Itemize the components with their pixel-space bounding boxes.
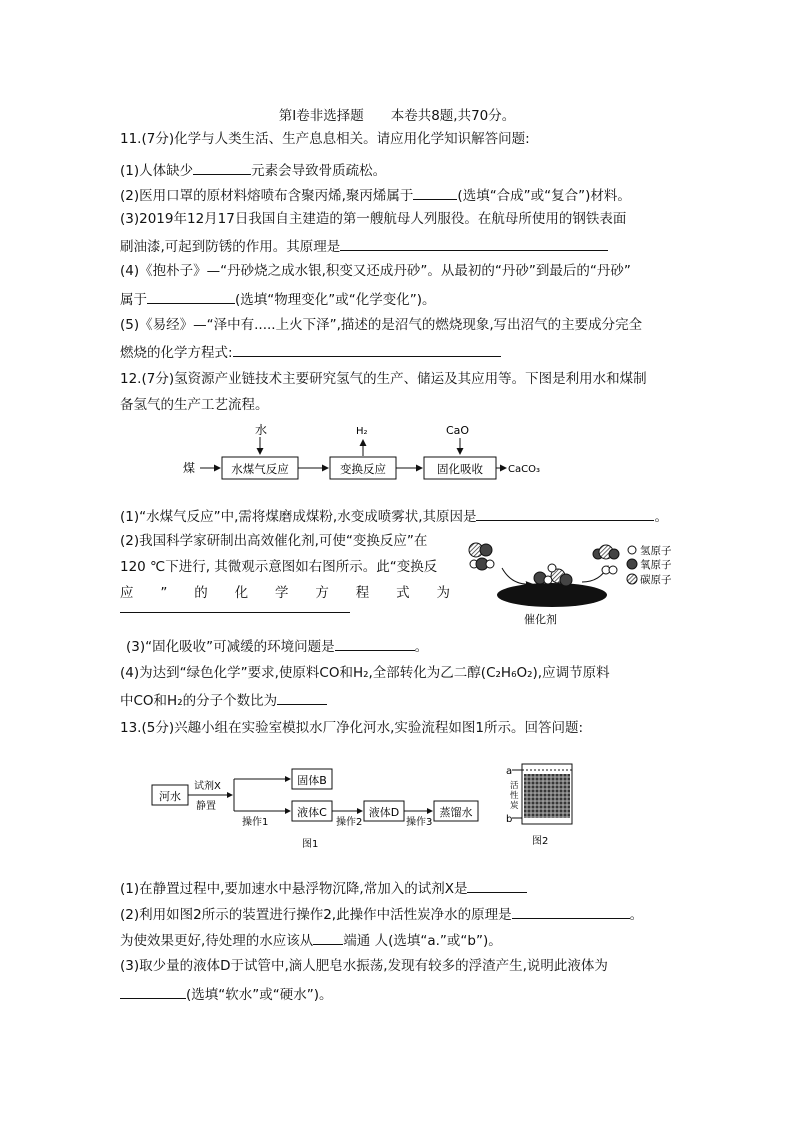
q11-part2: (2)医用口罩的原材料熔喷布含聚丙烯,聚丙烯属于 (选填“合成”或“复合”)材料。 bbox=[120, 185, 631, 205]
answer-blank[interactable] bbox=[193, 160, 251, 175]
svg-text:河水: 河水 bbox=[159, 790, 181, 803]
fig2-label-3: 炭 bbox=[510, 801, 519, 811]
reactant-molecules bbox=[469, 543, 494, 570]
section-title: 第Ⅰ卷非选择题 本卷共8题,共70分。 bbox=[278, 108, 516, 124]
q13-part3-line1: (3)取少量的液体D于试管中,滴人肥皂水振荡,发现有较多的浮渣产生,说明此液体为 bbox=[120, 958, 608, 974]
svg-text:试剂X: 试剂X bbox=[194, 781, 221, 792]
q11-part5-line1: (5)《易经》—“泽中有.....上火下泽”,描述的是沼气的燃烧现象,写出沼气的主要成分完全 bbox=[120, 317, 643, 333]
q11-part4-line2: 属于 (选填“物理变化”或“化学变化”)。 bbox=[120, 289, 436, 309]
hydrogen-atom-icon bbox=[628, 546, 636, 554]
flow-water-label: 水 bbox=[255, 423, 268, 437]
q12-stem-line2: 备氢气的生产工艺流程。 bbox=[120, 397, 269, 413]
q11-stem: 11.(7分)化学与人类生活、生产息息相关。请应用化学知识解答问题: bbox=[120, 131, 530, 147]
q12-part2-line2: 120 ℃下进行, 其微观示意图如右图所示。此“变换反 bbox=[120, 559, 438, 575]
fig2-caption: 图2 bbox=[532, 836, 549, 847]
flow-box3-label: 固化吸收 bbox=[437, 462, 483, 476]
q13-stem: 13.(5分)兴趣小组在实验室模拟水厂净化河水,实验流程如图1所示。回答问题: bbox=[120, 720, 584, 736]
answer-blank[interactable] bbox=[335, 636, 415, 651]
q12-part4-line2: 中CO和H₂的分子个数比为 bbox=[120, 690, 327, 710]
answer-blank[interactable] bbox=[147, 289, 235, 304]
atom-legend bbox=[627, 544, 672, 586]
q13-part3-line2: (选填“软水”或“硬水”)。 bbox=[120, 984, 333, 1004]
catalyst-micro-diagram bbox=[462, 538, 692, 628]
answer-blank[interactable] bbox=[413, 185, 457, 200]
fig2-port-b: b bbox=[506, 814, 513, 825]
flow-box1-label: 水煤气反应 bbox=[231, 462, 289, 476]
purification-flowchart-fig1 bbox=[150, 765, 480, 855]
flow-coal-label: 煤 bbox=[183, 461, 196, 475]
answer-blank[interactable] bbox=[476, 506, 654, 521]
q12-stem-line1: 12.(7分)氢资源产业链技术主要研究氢气的生产、储运及其应用等。下图是利用水和煤制 bbox=[120, 371, 647, 387]
answer-blank[interactable] bbox=[120, 984, 186, 999]
activated-carbon-fill bbox=[524, 774, 570, 818]
svg-text:液体C: 液体C bbox=[297, 806, 327, 819]
carbon-atom-icon bbox=[627, 574, 637, 584]
adsorbed-molecules bbox=[534, 564, 572, 586]
q11-part4-line1: (4)《抱朴子》—“丹砂烧之成水银,积变又还成丹砂”。从最初的“丹砂”到最后的“丹砂” bbox=[120, 263, 631, 279]
flow-h2-label: H₂ bbox=[356, 426, 368, 437]
q12-part4-line1: (4)为达到“绿色化学”要求,使原料CO和H₂,全部转化为乙二醇(C₂H₆O₂),应调节原料 bbox=[120, 665, 610, 681]
svg-text:蒸馏水: 蒸馏水 bbox=[439, 806, 473, 819]
flow-box2-label: 变换反应 bbox=[340, 462, 386, 476]
svg-text:固体B: 固体B bbox=[297, 774, 327, 787]
answer-blank[interactable] bbox=[120, 612, 350, 613]
q12-part3: (3)“固化吸收”可减缓的环境问题是 。 bbox=[126, 636, 428, 656]
legend-hydrogen: 氢原子 bbox=[640, 545, 672, 557]
q12-part1: (1)“水煤气反应”中,需将煤磨成煤粉,水变成喷雾状,其原因是 。 bbox=[120, 506, 668, 526]
catalyst-label: 催化剂 bbox=[524, 613, 557, 626]
q11-part5-line2: 燃烧的化学方程式: bbox=[120, 342, 501, 362]
q13-part2-line2: 为使效果更好,待处理的水应该从 端通 人(选填“a.”或“b”)。 bbox=[120, 930, 502, 950]
q13-part1: (1)在静置过程中,要加速水中悬浮物沉降,常加入的试剂X是 bbox=[120, 878, 527, 898]
answer-blank[interactable] bbox=[512, 904, 630, 919]
svg-text:液体D: 液体D bbox=[368, 806, 400, 819]
q13-part2-line1: (2)利用如图2所示的装置进行操作2,此操作中活性炭净水的原理是 。 bbox=[120, 904, 643, 924]
fig1-caption: 图1 bbox=[302, 839, 319, 850]
q12-part2-line1: (2)我国科学家研制出高效催化剂,可使“变换反应”在 bbox=[120, 533, 428, 549]
svg-text:操作1: 操作1 bbox=[242, 817, 269, 828]
fig2-label-1: 活 bbox=[510, 781, 519, 791]
answer-blank[interactable] bbox=[277, 690, 327, 705]
q11-part3-line2: 刷油漆,可起到防锈的作用。其原理是 bbox=[120, 236, 608, 256]
q11-part3-line1: (3)2019年12月17日我国自主建造的第一艘航母人列服役。在航母所使用的钢铁表面 bbox=[120, 211, 627, 227]
fig2-port-a: a bbox=[506, 766, 513, 777]
flow-caco3-label: CaCO₃ bbox=[508, 464, 540, 475]
legend-carbon: 碳原子 bbox=[640, 574, 672, 586]
fig2-label-2: 性 bbox=[510, 791, 519, 801]
answer-blank[interactable] bbox=[467, 878, 527, 893]
svg-text:静置: 静置 bbox=[196, 801, 216, 812]
legend-oxygen: 氧原子 bbox=[640, 559, 672, 571]
flow-cao-label: CaO bbox=[446, 424, 470, 437]
answer-blank[interactable] bbox=[233, 342, 501, 357]
svg-text:操作3: 操作3 bbox=[406, 817, 433, 828]
oxygen-atom-icon bbox=[627, 559, 637, 569]
carbon-filter-fig2 bbox=[500, 758, 590, 850]
answer-blank[interactable] bbox=[313, 930, 343, 945]
product-molecules bbox=[593, 545, 619, 574]
answer-blank[interactable] bbox=[340, 236, 608, 251]
production-flowchart bbox=[180, 420, 540, 490]
q12-part2-line3: 应 ” 的 化 学 方 程 式 为 bbox=[120, 585, 450, 601]
catalyst-disk bbox=[497, 583, 607, 607]
q11-part1: (1)人体缺少 元素会导致骨质疏松。 bbox=[120, 160, 386, 180]
svg-text:操作2: 操作2 bbox=[336, 817, 363, 828]
